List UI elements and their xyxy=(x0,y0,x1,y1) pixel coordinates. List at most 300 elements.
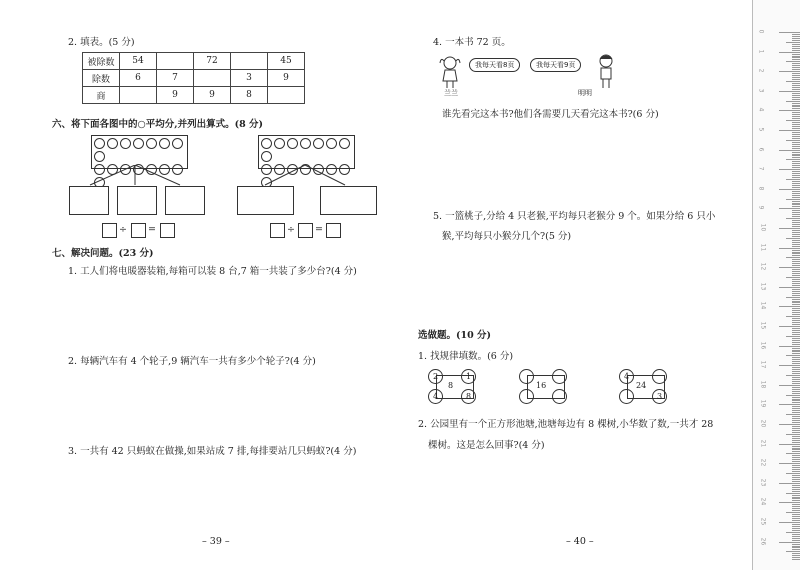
ruler-number: 19 xyxy=(759,400,767,408)
ruler-tick xyxy=(792,253,800,254)
ruler-tick xyxy=(792,136,800,137)
ruler-tick xyxy=(779,463,800,464)
ruler-number: 20 xyxy=(759,419,767,428)
ruler-tick xyxy=(792,555,800,556)
ruler-tick xyxy=(792,457,800,458)
ruler-tick xyxy=(786,473,800,474)
ruler-tick xyxy=(792,546,800,547)
table-row-label: 商 xyxy=(83,87,120,104)
fill-table xyxy=(82,52,305,104)
ruler-number: 11 xyxy=(759,243,767,251)
ruler-tick xyxy=(792,242,800,243)
ruler-tick xyxy=(786,81,800,82)
ruler-tick xyxy=(792,506,800,507)
ruler-tick xyxy=(786,238,800,239)
ruler-tick xyxy=(792,230,800,231)
ruler-tick xyxy=(792,465,800,466)
ruler-tick xyxy=(786,179,800,180)
ruler-tick xyxy=(792,510,800,511)
table-cell: 45 xyxy=(268,53,305,70)
ruler-tick xyxy=(792,518,800,519)
ruler-tick xyxy=(792,497,800,498)
pattern-circle[interactable] xyxy=(552,389,567,404)
ruler-tick xyxy=(792,338,800,339)
pattern-circle: 2 xyxy=(428,369,443,384)
ruler-tick xyxy=(792,97,800,98)
problem-1: 1. 工人们将电暖器装箱,每箱可以装 8 台,7 箱一共装了多少台?(4 分) xyxy=(68,266,357,277)
ruler-tick xyxy=(792,226,800,227)
ruler-tick xyxy=(786,493,800,494)
table-cell xyxy=(231,53,268,70)
speech-bubble-1: 我每天看8页 xyxy=(469,58,520,72)
ruler-tick xyxy=(792,371,800,372)
pattern-center: 16 xyxy=(536,381,547,390)
ruler-tick xyxy=(792,293,800,294)
ruler-tick xyxy=(792,244,800,245)
table-cell xyxy=(194,70,231,87)
ruler-tick xyxy=(792,332,800,333)
ruler-tick xyxy=(792,34,800,35)
ruler-tick xyxy=(792,491,800,492)
ruler-tick xyxy=(792,544,800,545)
ruler-tick xyxy=(792,275,800,276)
ruler-number: 16 xyxy=(759,341,767,349)
ruler-tick xyxy=(779,385,800,386)
ruler-tick xyxy=(792,261,800,262)
ruler-tick xyxy=(792,422,800,423)
ruler-tick xyxy=(792,134,800,135)
ruler-tick xyxy=(792,154,800,155)
ruler-tick xyxy=(792,406,800,407)
ruler-tick xyxy=(792,526,800,527)
pattern-circle[interactable] xyxy=(652,369,667,384)
ruler-tick xyxy=(792,475,800,476)
ruler-tick xyxy=(792,312,800,313)
ruler-tick xyxy=(792,524,800,525)
ruler-tick xyxy=(792,191,800,192)
ruler-tick xyxy=(792,259,800,260)
ruler-tick xyxy=(779,91,800,92)
ruler-tick xyxy=(792,177,800,178)
ruler-tick xyxy=(792,504,800,505)
ruler-tick xyxy=(792,106,800,107)
ruler-tick xyxy=(792,75,800,76)
ruler-tick xyxy=(792,122,800,123)
pattern-circle: 1 xyxy=(461,369,476,384)
table-cell xyxy=(268,87,305,104)
ruler-tick xyxy=(792,148,800,149)
ruler-tick xyxy=(792,48,800,49)
ruler-tick xyxy=(792,449,800,450)
ruler-tick xyxy=(792,498,800,499)
ruler-tick xyxy=(792,265,800,266)
ruler-tick xyxy=(792,500,800,501)
ruler-tick xyxy=(792,481,800,482)
ruler-tick xyxy=(792,408,800,409)
table-cell: 6 xyxy=(120,70,157,87)
ruler-tick xyxy=(792,50,800,51)
ruler-number: 1 xyxy=(757,49,765,54)
name-mingming: 明明 xyxy=(578,89,592,97)
ruler-tick xyxy=(792,440,800,441)
ruler-tick xyxy=(779,346,800,347)
table-cell: 72 xyxy=(194,53,231,70)
answer-box[interactable] xyxy=(165,186,205,215)
ruler-tick xyxy=(792,540,800,541)
ruler-tick xyxy=(792,263,800,264)
ruler-tick xyxy=(792,350,800,351)
ruler-tick xyxy=(792,438,800,439)
optional-section-title: 选做题。(10 分) xyxy=(418,330,492,341)
ruler-tick xyxy=(792,173,800,174)
ruler-tick xyxy=(792,36,800,37)
ruler-tick xyxy=(792,105,800,106)
ruler-tick xyxy=(792,83,800,84)
table-cell: 7 xyxy=(157,70,194,87)
ruler-tick xyxy=(792,361,800,362)
ruler-tick xyxy=(792,397,800,398)
ruler-tick xyxy=(792,379,800,380)
ruler-tick xyxy=(792,54,800,55)
equal-sign: = xyxy=(148,224,156,235)
ruler-tick xyxy=(792,320,800,321)
ruler-tick xyxy=(792,471,800,472)
ruler-tick xyxy=(792,46,800,47)
ruler-tick xyxy=(779,542,800,543)
ruler-tick xyxy=(779,326,800,327)
ruler-tick xyxy=(779,502,800,503)
pattern-circle: 8 xyxy=(461,389,476,404)
q4-title: 4. 一本书 72 页。 xyxy=(433,37,511,48)
ruler-tick xyxy=(792,124,800,125)
ruler-tick xyxy=(786,512,800,513)
q5-line1: 5. 一篮桃子,分给 4 只老猴,平均每只老猴分 9 个。如果分给 6 只小 xyxy=(433,211,716,222)
ruler-tick xyxy=(792,144,800,145)
ruler-tick xyxy=(792,391,800,392)
ruler-tick xyxy=(792,538,800,539)
ruler-tick xyxy=(792,126,800,127)
ruler-tick xyxy=(779,522,800,523)
ruler-tick xyxy=(792,181,800,182)
table-cell: 9 xyxy=(157,87,194,104)
ruler-tick xyxy=(792,63,800,64)
ruler-tick xyxy=(786,551,800,552)
ruler-tick xyxy=(792,359,800,360)
ruler-tick xyxy=(792,269,800,270)
ruler-tick xyxy=(786,395,800,396)
equation-box[interactable] xyxy=(131,223,146,238)
ruler-tick xyxy=(792,410,800,411)
problem-2: 2. 每辆汽车有 4 个轮子,9 辆汽车一共有多少个轮子?(4 分) xyxy=(68,356,316,367)
ruler-tick xyxy=(792,79,800,80)
table-row-label: 除数 xyxy=(83,70,120,87)
ruler-tick xyxy=(792,508,800,509)
ruler-tick xyxy=(792,201,800,202)
ruler-tick xyxy=(792,534,800,535)
ruler-number: 9 xyxy=(757,205,765,210)
ruler-tick xyxy=(792,59,800,60)
ruler-tick xyxy=(792,299,800,300)
pattern-circle: 3 xyxy=(652,389,667,404)
ruler-tick xyxy=(786,453,800,454)
ruler-tick xyxy=(786,159,800,160)
circle-group-left xyxy=(91,135,188,169)
ruler-tick xyxy=(792,432,800,433)
ruler-tick xyxy=(792,344,800,345)
ruler-tick xyxy=(792,530,800,531)
ruler-tick xyxy=(779,267,800,268)
ruler-tick xyxy=(792,77,800,78)
ruler-tick xyxy=(779,287,800,288)
ruler-tick xyxy=(792,171,800,172)
ruler-tick xyxy=(792,318,800,319)
ruler-tick xyxy=(792,87,800,88)
ruler-tick xyxy=(792,418,800,419)
ruler-tick xyxy=(792,369,800,370)
ruler-tick xyxy=(792,193,800,194)
ruler-tick xyxy=(792,324,800,325)
ruler-number: 6 xyxy=(757,147,765,152)
ruler-tick xyxy=(792,232,800,233)
ruler-tick xyxy=(792,95,800,96)
ruler-tick xyxy=(792,203,800,204)
ruler-tick xyxy=(792,240,800,241)
pattern-circle[interactable] xyxy=(552,369,567,384)
page-number-right: – 40 – xyxy=(566,536,594,547)
ruler-tick xyxy=(792,485,800,486)
ruler-tick xyxy=(792,206,800,207)
ruler-tick xyxy=(779,444,800,445)
ruler-tick xyxy=(792,302,800,303)
ruler-tick xyxy=(792,353,800,354)
ruler-tick xyxy=(792,377,800,378)
ruler-tick xyxy=(792,381,800,382)
ruler-tick xyxy=(792,161,800,162)
equation-box[interactable] xyxy=(326,223,341,238)
ruler-tick xyxy=(792,487,800,488)
ruler-tick xyxy=(786,355,800,356)
ruler-number: 8 xyxy=(757,186,765,191)
ruler-tick xyxy=(792,334,800,335)
ruler-tick xyxy=(792,301,800,302)
table-cell: 54 xyxy=(120,53,157,70)
ruler-tick xyxy=(786,199,800,200)
pattern-circle[interactable] xyxy=(519,369,534,384)
answer-box[interactable] xyxy=(69,186,109,215)
speech-bubble-2: 我每天看9页 xyxy=(530,58,581,72)
ruler-number: 23 xyxy=(759,478,767,487)
ruler-tick xyxy=(792,252,800,253)
ruler-tick xyxy=(779,150,800,151)
ruler-tick xyxy=(792,103,800,104)
ruler-tick xyxy=(792,328,800,329)
ruler-number: 4 xyxy=(757,107,765,112)
ruler-tick xyxy=(792,197,800,198)
ruler-tick xyxy=(792,383,800,384)
ruler-tick xyxy=(792,310,800,311)
ruler-tick xyxy=(792,185,800,186)
ruler-tick xyxy=(792,167,800,168)
ruler-tick xyxy=(792,461,800,462)
ruler-tick xyxy=(779,248,800,249)
ruler-tick xyxy=(792,399,800,400)
ruler-tick xyxy=(792,220,800,221)
ruler-tick xyxy=(786,61,800,62)
pattern-circle[interactable] xyxy=(519,389,534,404)
ruler-tick xyxy=(792,138,800,139)
table-cell: 9 xyxy=(268,70,305,87)
ruler-tick xyxy=(792,163,800,164)
ruler-tick xyxy=(792,448,800,449)
ruler-number: 5 xyxy=(757,127,765,132)
answer-box[interactable] xyxy=(237,186,294,215)
ruler-tick xyxy=(792,467,800,468)
ruler-tick xyxy=(792,99,800,100)
ruler-tick xyxy=(792,373,800,374)
ruler-tick xyxy=(792,73,800,74)
table-cell: 3 xyxy=(231,70,268,87)
ruler-tick xyxy=(786,375,800,376)
ruler-tick xyxy=(792,363,800,364)
section7-title: 七、解决问题。(23 分) xyxy=(52,248,154,259)
equation-box[interactable] xyxy=(270,223,285,238)
ruler-tick xyxy=(786,140,800,141)
ruler-tick xyxy=(792,348,800,349)
ruler-tick xyxy=(786,218,800,219)
ruler-number: 21 xyxy=(759,439,767,447)
ruler-number: 12 xyxy=(759,262,767,271)
ruler-tick xyxy=(792,40,800,41)
section6-title: 六、将下面各图中的○平均分,并列出算式。(8 分) xyxy=(52,119,264,130)
divide-sign: ÷ xyxy=(119,224,127,235)
ruler-tick xyxy=(792,351,800,352)
ruler-tick xyxy=(792,93,800,94)
ruler-number: 15 xyxy=(759,321,767,330)
name-lanlan: 兰兰 xyxy=(444,89,458,97)
ruler-number: 2 xyxy=(757,68,765,73)
ruler-tick xyxy=(786,297,800,298)
ruler xyxy=(752,0,800,570)
ruler-tick xyxy=(792,279,800,280)
ruler-tick xyxy=(779,110,800,111)
circle-group-right xyxy=(258,135,355,169)
ruler-tick xyxy=(792,132,800,133)
ruler-tick xyxy=(779,424,800,425)
ruler-tick xyxy=(792,553,800,554)
ruler-tick xyxy=(792,520,800,521)
ruler-tick xyxy=(792,367,800,368)
ruler-tick xyxy=(779,130,800,131)
ruler-tick xyxy=(792,112,800,113)
ruler-tick xyxy=(792,314,800,315)
ruler-number: 7 xyxy=(757,166,765,171)
ruler-tick xyxy=(779,483,800,484)
ruler-tick xyxy=(792,489,800,490)
equation-box[interactable] xyxy=(160,223,175,238)
ruler-tick xyxy=(792,250,800,251)
ruler-tick xyxy=(792,514,800,515)
ruler-tick xyxy=(792,195,800,196)
ruler-tick xyxy=(792,210,800,211)
ruler-tick xyxy=(792,557,800,558)
ruler-number: 24 xyxy=(759,498,767,506)
answer-box[interactable] xyxy=(117,186,157,215)
ruler-tick xyxy=(792,204,800,205)
ruler-tick xyxy=(792,416,800,417)
ruler-tick xyxy=(792,212,800,213)
table-cell xyxy=(157,53,194,70)
ruler-tick xyxy=(779,208,800,209)
ruler-tick xyxy=(779,228,800,229)
ruler-tick xyxy=(792,412,800,413)
ruler-tick xyxy=(792,420,800,421)
q2-title: 2. 填表。(5 分) xyxy=(68,37,135,48)
ruler-tick xyxy=(792,281,800,282)
ruler-tick xyxy=(779,169,800,170)
equation-box[interactable] xyxy=(102,223,117,238)
ruler-tick xyxy=(792,479,800,480)
ruler-tick xyxy=(792,459,800,460)
ruler-tick xyxy=(792,528,800,529)
q4-question: 谁先看完这本书?他们各需要几天看完这本书?(6 分) xyxy=(442,109,659,120)
ruler-tick xyxy=(792,442,800,443)
ruler-tick xyxy=(792,549,800,550)
ruler-number: 14 xyxy=(759,302,767,310)
ruler-tick xyxy=(792,155,800,156)
table-cell xyxy=(120,87,157,104)
ruler-tick xyxy=(786,434,800,435)
p2-line2: 棵树。这是怎么回事?(4 分) xyxy=(428,440,545,451)
ruler-tick xyxy=(792,536,800,537)
equation-box[interactable] xyxy=(298,223,313,238)
pattern-circle[interactable] xyxy=(619,389,634,404)
ruler-tick xyxy=(792,304,800,305)
ruler-tick xyxy=(792,308,800,309)
ruler-tick xyxy=(792,387,800,388)
ruler-tick xyxy=(792,187,800,188)
ruler-tick xyxy=(792,547,800,548)
pattern-center: 8 xyxy=(448,381,454,390)
ruler-tick xyxy=(792,152,800,153)
ruler-tick xyxy=(792,216,800,217)
ruler-tick xyxy=(792,469,800,470)
ruler-tick xyxy=(792,57,800,58)
ruler-tick xyxy=(779,365,800,366)
ruler-tick xyxy=(792,559,800,560)
pattern-title: 1. 找规律填数。(6 分) xyxy=(418,351,514,362)
ruler-tick xyxy=(792,291,800,292)
boy-figure xyxy=(595,53,617,89)
ruler-tick xyxy=(792,157,800,158)
equal-sign: = xyxy=(315,224,323,235)
ruler-tick xyxy=(779,32,800,33)
ruler-tick xyxy=(792,38,800,39)
ruler-tick xyxy=(792,402,800,403)
answer-box[interactable] xyxy=(320,186,377,215)
ruler-tick xyxy=(792,224,800,225)
ruler-tick xyxy=(792,114,800,115)
ruler-tick xyxy=(792,67,800,68)
ruler-tick xyxy=(792,495,800,496)
ruler-tick xyxy=(792,516,800,517)
ruler-tick xyxy=(792,85,800,86)
ruler-tick xyxy=(779,52,800,53)
ruler-tick xyxy=(786,336,800,337)
ruler-tick xyxy=(792,436,800,437)
ruler-tick xyxy=(792,69,800,70)
ruler-tick xyxy=(792,175,800,176)
ruler-number: 26 xyxy=(759,537,767,545)
